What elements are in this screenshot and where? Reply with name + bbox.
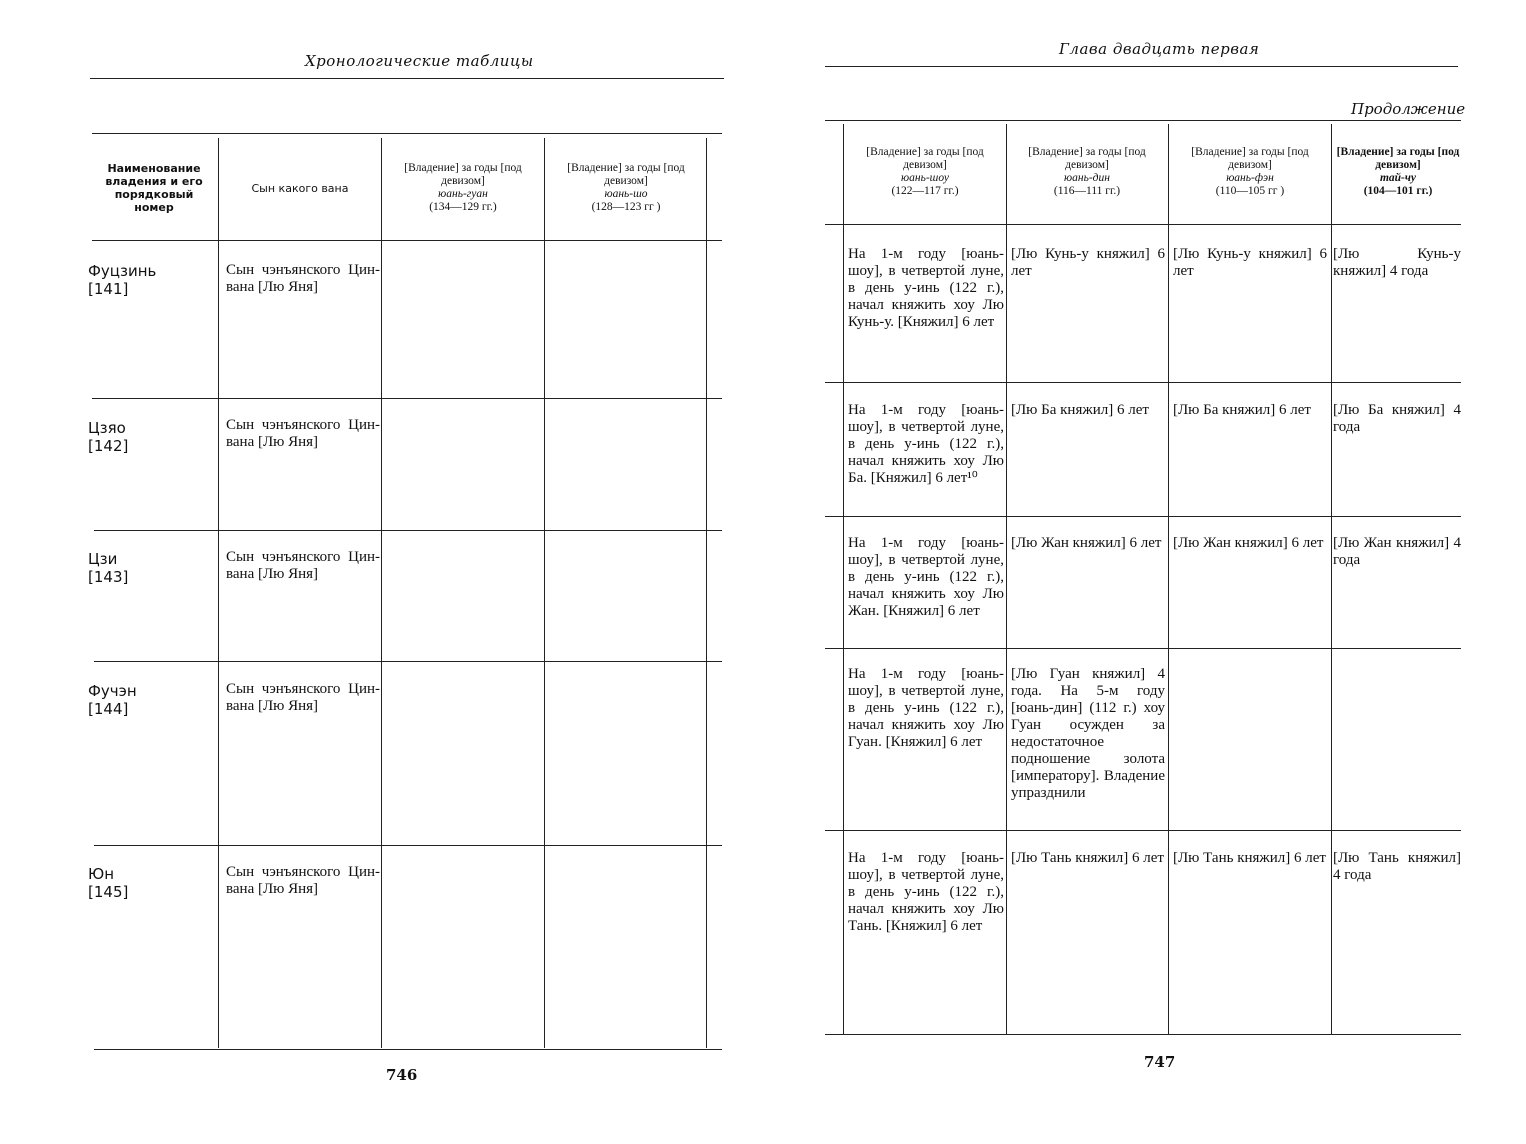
son-cell: Сын чэнъянского Цин-вана [Лю Яня] bbox=[226, 262, 380, 295]
header-col-yuanshou bbox=[847, 146, 1003, 198]
holding-number: [141] bbox=[88, 280, 129, 298]
cell-yuanshou: На 1-м году [юань-шоу], в четвертой луне, в день у-инь (122 г.), начал княжить хоу Лю Жан. [Княжил] 6 лет bbox=[848, 535, 1004, 619]
header-bottom-rule bbox=[825, 224, 1461, 225]
cell-taichu: [Лю Жан княжил] 4 года bbox=[1333, 535, 1461, 568]
header-motto: юань-шо bbox=[604, 188, 648, 200]
cell-yuanding: [Лю Гуан княжил] 4 года. На 5-м году [юань-дин] (112 г.) хоу Гуан осужден за недостаточное подношение золота [императору]. Владение упразднили bbox=[1011, 666, 1165, 801]
header-text: [Владение] за годы [под девизом] bbox=[404, 162, 522, 187]
cell-yuanfeng: [Лю Тань княжил] 6 лет bbox=[1173, 850, 1326, 866]
header-col-yuanfeng bbox=[1173, 146, 1327, 198]
cell-yuanfeng: [Лю Ба княжил] 6 лет bbox=[1173, 402, 1311, 418]
page-number: 746 bbox=[386, 1066, 418, 1084]
table-bottom-rule bbox=[825, 1034, 1461, 1035]
header-col-yuanshuo bbox=[549, 162, 703, 214]
header-col-son: Сын какого вана bbox=[251, 182, 349, 195]
row-rule bbox=[825, 382, 1461, 383]
row-rule bbox=[94, 530, 722, 531]
table-top-rule bbox=[92, 133, 722, 134]
column-divider bbox=[218, 138, 219, 1048]
column-divider bbox=[1006, 124, 1007, 1034]
cell-yuanshou: На 1-м году [юань-шоу], в четвертой луне, в день у-инь (122 г.), начал княжить хоу Лю Ба. [Княжил] 6 лет¹⁰ bbox=[848, 402, 1004, 486]
cell-yuanding: [Лю Кунь-у княжил] 6 лет bbox=[1011, 246, 1165, 279]
cell-yuanfeng: [Лю Жан княжил] 6 лет bbox=[1173, 535, 1324, 551]
table-row bbox=[88, 682, 137, 718]
running-head: Хронологические таблицы bbox=[305, 52, 534, 70]
header-text: [Владение] за годы [под девизом] bbox=[866, 146, 984, 171]
table-bottom-rule bbox=[94, 1049, 722, 1050]
row-rule bbox=[825, 648, 1461, 649]
row-rule bbox=[94, 661, 722, 662]
header-text: [Владение] за годы [под девизом] bbox=[567, 162, 685, 187]
header-text: [Владение] за годы [под девизом] bbox=[1336, 146, 1460, 171]
holding-name: Цзяо bbox=[88, 419, 126, 437]
head-rule bbox=[90, 78, 724, 79]
row-rule bbox=[92, 398, 722, 399]
holding-number: [142] bbox=[88, 437, 129, 455]
column-divider bbox=[1168, 124, 1169, 1034]
column-divider bbox=[381, 138, 382, 1048]
cell-yuanshou: На 1-м году [юань-шоу], в четвертой луне, в день у-инь (122 г.), начал княжить хоу Лю Тань. [Княжил] 6 лет bbox=[848, 850, 1004, 934]
header-motto: юань-дин bbox=[1064, 172, 1110, 184]
holding-number: [145] bbox=[88, 883, 129, 901]
page-number: 747 bbox=[1144, 1053, 1176, 1071]
table-top-rule bbox=[825, 120, 1461, 121]
header-col-yuanding bbox=[1010, 146, 1164, 198]
continuation-label: Продолжение bbox=[1351, 100, 1466, 118]
cell-yuanding: [Лю Тань княжил] 6 лет bbox=[1011, 850, 1164, 866]
column-divider bbox=[1331, 124, 1332, 1034]
header-motto: тай-чу bbox=[1379, 172, 1417, 184]
holding-name: Цзи bbox=[88, 550, 118, 568]
row-rule bbox=[94, 845, 722, 846]
son-cell: Сын чэнъянского Цин-вана [Лю Яня] bbox=[226, 681, 380, 714]
column-divider bbox=[843, 124, 844, 1034]
cell-taichu: [Лю Ба княжил] 4 года bbox=[1333, 402, 1461, 435]
header-years: (104—101 гг.) bbox=[1363, 185, 1433, 197]
son-cell: Сын чэнъянского Цин-вана [Лю Яня] bbox=[226, 549, 380, 582]
table-row bbox=[88, 419, 128, 455]
header-col-name: Наименование владения и его порядковый номер bbox=[105, 162, 203, 214]
holding-name: Юн bbox=[88, 865, 115, 883]
header-motto: юань-фэн bbox=[1226, 172, 1274, 184]
header-motto: юань-шоу bbox=[901, 172, 949, 184]
header-years: (110—105 гг ) bbox=[1215, 185, 1285, 197]
cell-yuanshou: На 1-м году [юань-шоу], в четвертой луне, в день у-инь (122 г.), начал княжить хоу Лю Гуан. [Княжил] 6 лет bbox=[848, 666, 1004, 750]
column-divider bbox=[544, 138, 545, 1048]
header-years: (116—111 гг.) bbox=[1053, 185, 1121, 197]
son-cell: Сын чэнъянского Цин-вана [Лю Яня] bbox=[226, 417, 380, 450]
holding-number: [144] bbox=[88, 700, 129, 718]
head-rule bbox=[825, 66, 1458, 67]
cell-yuanshou: На 1-м году [юань-шоу], в четвертой луне, в день у-инь (122 г.), начал княжить хоу Лю Кунь-у. [Княжил] 6 лет bbox=[848, 246, 1004, 330]
row-rule bbox=[825, 516, 1461, 517]
right-page bbox=[763, 0, 1526, 1144]
holding-name: Фуцзинь bbox=[88, 262, 157, 280]
column-divider bbox=[706, 138, 707, 1048]
header-years: (128—123 гг ) bbox=[591, 201, 661, 213]
header-col-taichu bbox=[1333, 146, 1463, 198]
cell-taichu: [Лю Тань княжил] 4 года bbox=[1333, 850, 1461, 883]
header-years: (134—129 гг.) bbox=[429, 201, 497, 213]
cell-yuanding: [Лю Ба княжил] 6 лет bbox=[1011, 402, 1149, 418]
cell-taichu: [Лю Кунь-у княжил] 4 года bbox=[1333, 246, 1461, 279]
holding-name: Фучэн bbox=[88, 682, 137, 700]
header-col-yuanguang bbox=[386, 162, 540, 214]
header-text: [Владение] за годы [под девизом] bbox=[1191, 146, 1309, 171]
row-rule bbox=[825, 830, 1461, 831]
header-years: (122—117 гг.) bbox=[891, 185, 959, 197]
running-head: Глава двадцать первая bbox=[1059, 40, 1260, 58]
cell-yuanfeng: [Лю Кунь-у княжил] 6 лет bbox=[1173, 246, 1327, 279]
header-bottom-rule bbox=[92, 240, 722, 241]
table-row bbox=[88, 262, 156, 298]
header-text: [Владение] за годы [под девизом] bbox=[1028, 146, 1146, 171]
table-row bbox=[88, 550, 128, 586]
son-cell: Сын чэнъянского Цин-вана [Лю Яня] bbox=[226, 864, 380, 897]
header-motto: юань-гуан bbox=[438, 188, 488, 200]
cell-yuanding: [Лю Жан княжил] 6 лет bbox=[1011, 535, 1162, 551]
holding-number: [143] bbox=[88, 568, 129, 586]
table-row bbox=[88, 865, 128, 901]
